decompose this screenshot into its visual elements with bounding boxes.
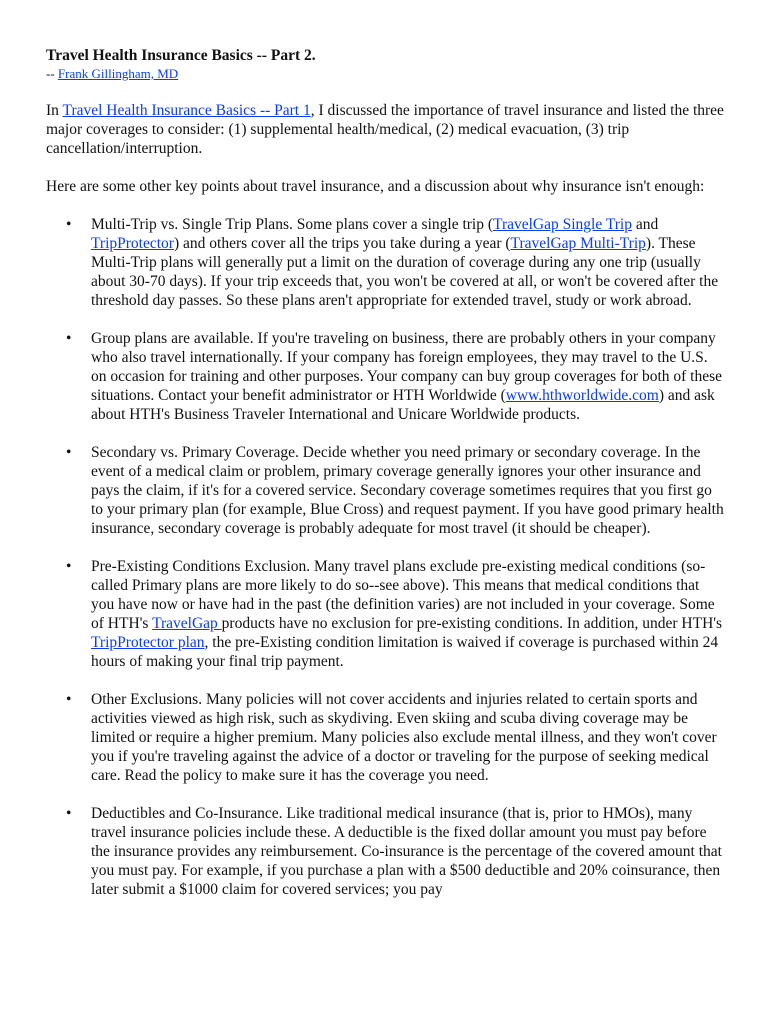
intro-paragraph (46, 101, 726, 158)
bullet-icon: • (66, 805, 72, 822)
lead-paragraph: Here are some other key points about travel insurance, and a discussion about why insurance isn't enough: (46, 178, 705, 195)
tripprotector-link[interactable]: TripProtector (91, 235, 174, 252)
point-pre-existing (46, 557, 726, 671)
point-text: products have no exclusion for pre-existing conditions. In addition, under HTH's (221, 615, 723, 632)
bullet-icon: • (66, 330, 72, 347)
point-secondary-primary (46, 443, 726, 538)
point-deductibles (46, 804, 726, 899)
point-group-plans (46, 329, 726, 424)
byline-prefix: -- (46, 66, 58, 81)
travelgap-link[interactable]: TravelGap (152, 615, 222, 632)
hthworldwide-link[interactable]: www.hthworldwide.com (505, 387, 659, 404)
bullet-icon: • (66, 216, 72, 233)
intro-text-1: In (46, 102, 63, 119)
bullet-icon: • (66, 444, 72, 461)
article (46, 46, 726, 918)
key-points-list (46, 215, 726, 899)
intro-text-2: , I discussed the importance of travel insurance and listed the three major coverages to consider: (1) supplemental health/medical, (2) medical evacuation, (3) trip cancellation/interruption. (46, 102, 724, 157)
point-text: Other Exclusions. Many policies will not cover accidents and injuries related to certain sports and activities viewed as high risk, such as skydiving. Even skiing and scuba diving coverage may be limited or require a higher premium. Many policies also exclude mental illness, and they won't cover you if you're traveling against the advice of a doctor or traveling for the purpose of seeking medical care. Read the policy to make sure it has the coverage you need. (91, 691, 717, 784)
part-1-link[interactable]: Travel Health Insurance Basics -- Part 1 (62, 102, 311, 119)
bullet-icon: • (66, 558, 72, 575)
travelgap-single-trip-link[interactable]: TravelGap Single Trip (493, 216, 632, 233)
point-text: ). These Multi-Trip plans will generally put a limit on the duration of coverage during any one trip (usually about 30-70 days). If your trip exceeds that, you won't be covered at all, or won't be covered after the threshold day passes. So these plans aren't appropriate for extended travel, study or work abroad. (91, 235, 719, 309)
point-text: ) and others cover all the trips you take during a year ( (173, 235, 511, 252)
point-text: Deductibles and Co-Insurance. Like traditional medical insurance (that is, prior to HMOs), many travel insurance policies include these. A deductible is the fixed dollar amount you must pay before the insurance provides any reimbursement. Co-insurance is the percentage of the covered amount that you must pay. For example, if you purchase a plan with a $500 deductible and 20% coinsurance, then later submit a $1000 claim for covered services; you pay (91, 805, 722, 898)
point-text: ) and ask about HTH's Business Traveler International and Unicare Worldwide products. (91, 387, 715, 423)
author-link[interactable]: Frank Gillingham, MD (57, 66, 179, 81)
tripprotector-plan-link[interactable]: TripProtector plan (91, 634, 205, 651)
point-text: Group plans are available. If you're traveling on business, there are probably others in your company who also travel internationally. If your company has foreign employees, they may travel to the U.S. on occasion for training and other purposes. Your company can buy group coverages for both of these situations. Contact your benefit administrator or HTH Worldwide ( (91, 330, 723, 404)
point-text: Pre-Existing Conditions Exclusion. Many travel plans exclude pre-existing medical conditions (so-called Primary plans are more likely to do so--see above). This means that medical conditions that you have now or have had in the past (the definition varies) are not included in your coverage. Some of HTH's (91, 558, 715, 632)
point-text: Secondary vs. Primary Coverage. Decide whether you need primary or secondary coverage. In the event of a medical claim or problem, primary coverage generally ignores your other insurance and pays the claim, if it's for a covered service. Secondary coverage sometimes requires that you first go to your primary plan (for example, Blue Cross) and request payment. If you have good primary health insurance, secondary coverage is probably adequate for most travel (it should be cheaper). (91, 444, 724, 537)
bullet-icon: • (66, 691, 72, 708)
article-title: Travel Health Insurance Basics -- Part 2. (46, 47, 316, 64)
point-multi-trip (46, 215, 726, 310)
point-text: , the pre-Existing condition limitation is waived if coverage is purchased within 24 hours of making your final trip payment. (91, 634, 719, 670)
point-text: and (631, 216, 659, 233)
point-text: Multi-Trip vs. Single Trip Plans. Some plans cover a single trip ( (91, 216, 494, 233)
point-other-exclusions (46, 690, 726, 785)
byline (46, 66, 726, 81)
travelgap-multi-trip-link[interactable]: TravelGap Multi-Trip (510, 235, 646, 252)
